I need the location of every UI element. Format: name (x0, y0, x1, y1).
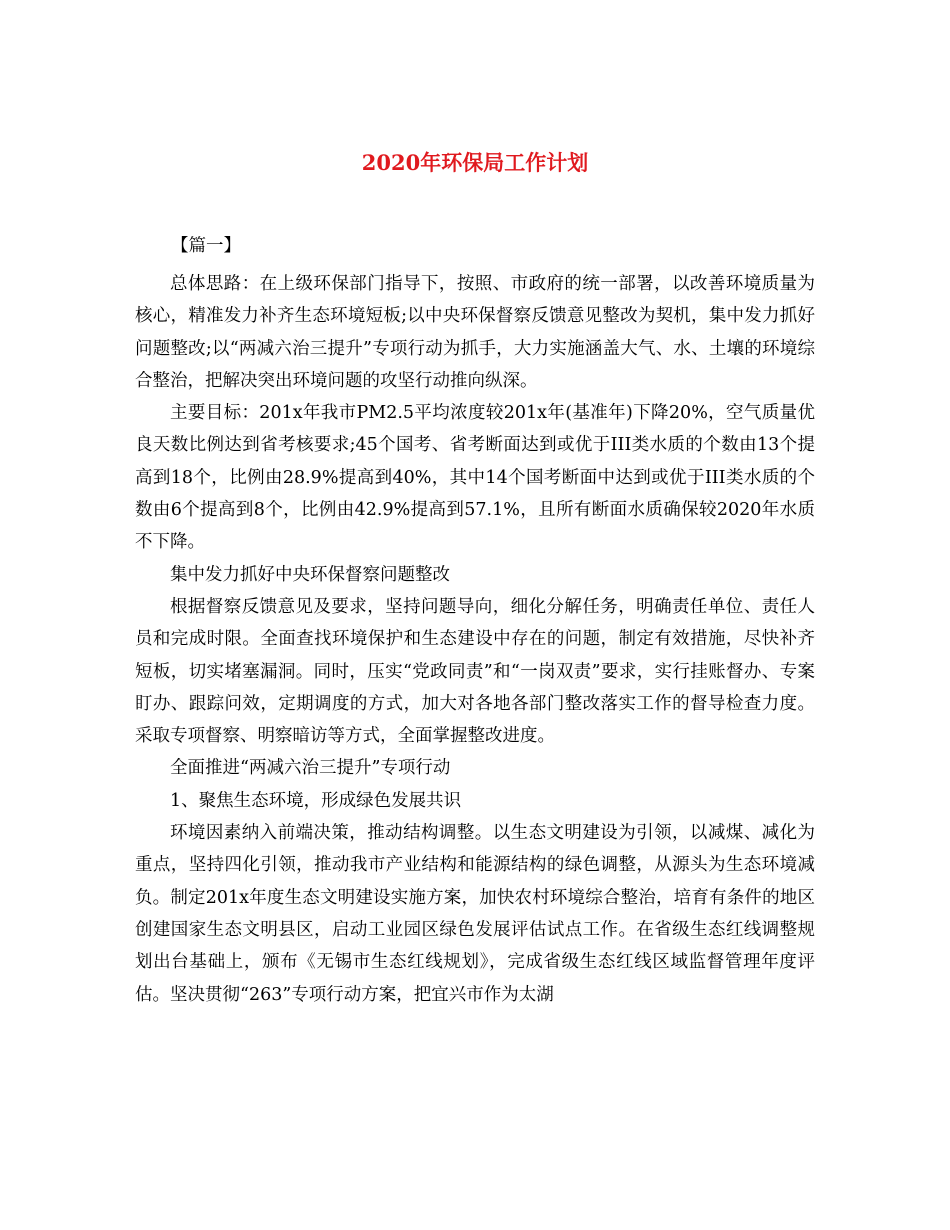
document-title: 2020年环保局工作计划 (361, 150, 589, 175)
paragraph-main-goals: 主要目标：201x年我市PM2.5平均浓度较201x年(基准年)下降20%，空气质量优良天数比例达到省考核要求;45个国考、省考断面达到或优于III类水质的个数由13个提高到18个，比例由28.9%提高到40%，其中14个国考断面中达到或优于III类水质的个数由6个提高到8个，比例由42.9%提高到57.1%，且所有断面水质确保较2020年水质不下降。 (135, 403, 815, 553)
heading-green-development: 1、聚焦生态环境，形成绿色发展共识 (170, 790, 462, 811)
section-label: 【篇一】 (171, 236, 241, 256)
paragraph-green-development: 环境因素纳入前端决策，推动结构调整。以生态文明建设为引领，以减煤、减化为重点，坚持四化引领，推动我市产业结构和能源结构的绿色调整，从源头为生态环境减负。制定201x年度生态文明建设实施方案，加快农村环境综合整治，培育有条件的地区创建国家生态文明县区，启动工业园区绿色发展评估试点工作。在省级生态红线调整规划出台基础上，颁布《无锡市生态红线规划》，完成省级生态红线区域监督管理年度评估。坚决贯彻“263”专项行动方案，把宜兴市作为太湖 (135, 823, 815, 1005)
heading-inspection-rectification: 集中发力抓好中央环保督察问题整改 (170, 564, 450, 585)
heading-special-action: 全面推进“两减六治三提升”专项行动 (170, 758, 451, 779)
paragraph-overall-approach: 总体思路：在上级环保部门指导下，按照、市政府的统一部署，以改善环境质量为核心，精准发力补齐生态环境短板;以中央环保督察反馈意见整改为契机，集中发力抓好问题整改;以“两减六治三提升”专项行动为抓手，大力实施涵盖大气、水、土壤的环境综合整治，把解决突出环境问题的攻坚行动推向纵深。 (135, 274, 815, 391)
document-body (135, 268, 815, 1011)
paragraph-inspection-rectification: 根据督察反馈意见及要求，坚持问题导向，细化分解任务，明确责任单位、责任人员和完成时限。全面查找环境保护和生态建设中存在的问题，制定有效措施，尽快补齐短板，切实堵塞漏洞。同时，压实“党政同责”和“一岗双责”要求，实行挂账督办、专案盯办、跟踪问效，定期调度的方式，加大对各地各部门整改落实工作的督导检查力度。采取专项督察、明察暗访等方式，全面掌握整改进度。 (135, 596, 815, 747)
